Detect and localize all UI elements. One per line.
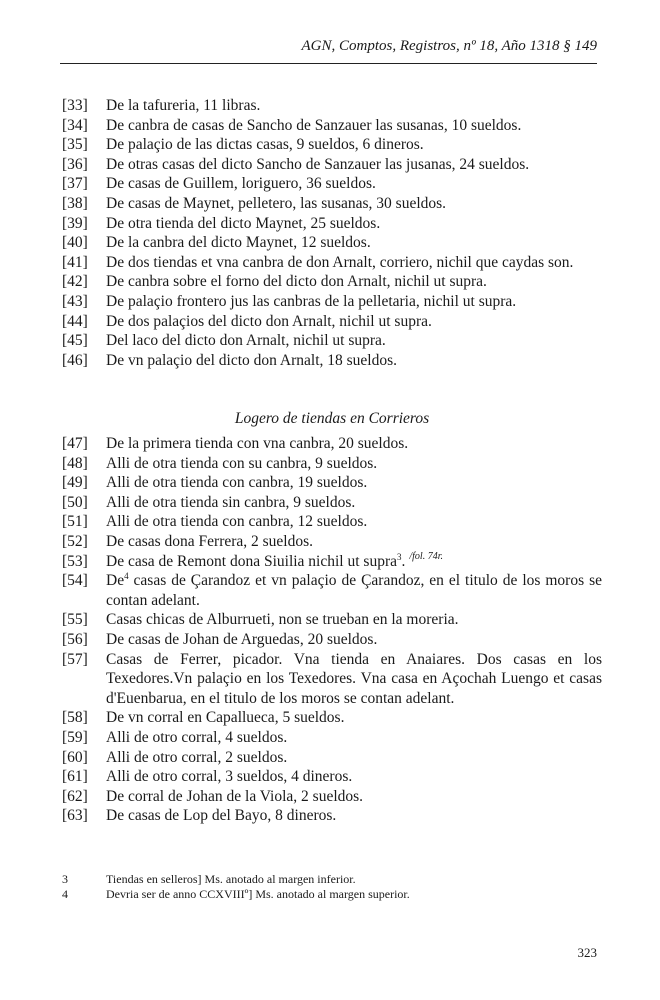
entry-text: Alli de otro corral, 2 sueldos. — [106, 748, 288, 766]
entry — [62, 787, 602, 807]
entry-text: Alli de otra tienda con canbra, 12 sueldos. — [106, 513, 368, 531]
entry — [62, 96, 602, 116]
entry — [62, 135, 602, 155]
header-rule — [60, 63, 597, 64]
entry — [62, 512, 602, 532]
entry — [62, 116, 602, 136]
entry-text: De otra tienda del dicto Maynet, 25 sueldos. — [106, 214, 381, 232]
entry-text: Alli de otra tienda sin canbra, 9 sueldos. — [106, 493, 356, 511]
entry — [62, 630, 602, 650]
entry — [62, 728, 602, 748]
entry-number: [41] — [62, 253, 88, 271]
entry-text-continued: casas de Çarandoz et vn palaçio de Çarandoz, en el titulo de los moros se contan adelant. — [106, 572, 602, 609]
entry-number: [38] — [62, 194, 88, 212]
entry-text: De corral de Johan de la Viola, 2 sueldos. — [106, 787, 364, 805]
entry-number: [53] — [62, 552, 88, 570]
footnotes — [62, 872, 602, 902]
entry-text: Del laco del dicto don Arnalt, nichil ut supra. — [106, 332, 386, 350]
entry-number: [63] — [62, 807, 88, 825]
entry — [62, 571, 602, 610]
entry — [62, 194, 602, 214]
entry-number: [58] — [62, 709, 88, 727]
entry-text: De vn corral en Capallueca, 5 sueldos. — [106, 709, 345, 727]
entry — [62, 708, 602, 728]
entry-number: [44] — [62, 312, 88, 330]
entry — [62, 806, 602, 826]
entry-text: De casa de Remont dona Siuilia nichil ut supra — [106, 552, 397, 570]
entry-text: Alli de otro corral, 4 sueldos. — [106, 728, 288, 746]
entry-text: De palaçio de las dictas casas, 9 sueldos, 6 dineros. — [106, 136, 424, 154]
entry-text: Casas de Ferrer, picador. Vna tienda en Anaiares. Dos casas en los Texedores.Vn palaçio en los Texedores. Vna casa en Açochah Luengo et casas d'Euenbarua, en el titulo de los moros se contan adelant. — [106, 650, 602, 707]
section-title: Logero de tiendas en Corrieros — [234, 410, 430, 427]
entry-number: [33] — [62, 97, 88, 114]
entry-number: [34] — [62, 116, 88, 134]
entry-number: [52] — [62, 532, 88, 550]
entry-text: Casas chicas de Alburrueti, non se trueban en la moreria. — [106, 611, 459, 629]
entry-number: [59] — [62, 728, 88, 746]
footnote-ref: 4 — [124, 571, 129, 581]
entry — [62, 552, 602, 572]
footnote-number: 3 — [62, 872, 68, 886]
entry-text: De dos tiendas et vna canbra de don Arnalt, corriero, nichil que caydas son. — [106, 253, 574, 271]
entry-number: [48] — [62, 454, 88, 472]
entry-text: De — [106, 572, 125, 590]
entry — [62, 473, 602, 493]
page-number: 323 — [577, 945, 597, 960]
entry-text: De casas de Maynet, pelletero, las susanas, 30 sueldos. — [106, 194, 447, 212]
entry — [62, 312, 602, 332]
footnote — [62, 887, 602, 902]
entry-number: [36] — [62, 155, 88, 173]
entry — [62, 493, 602, 513]
footnote — [62, 872, 602, 887]
entry-text: Alli de otra tienda con canbra, 19 sueldos. — [106, 474, 368, 492]
entry-text: De la tafureria, 11 libras. — [106, 97, 261, 114]
entry-text-continued: . — [401, 552, 406, 570]
entry-number: [42] — [62, 273, 88, 291]
entry-number: [43] — [62, 292, 88, 310]
entry-text: De canbra sobre el forno del dicto don Arnalt, nichil ut supra. — [106, 273, 487, 291]
entry-number: [61] — [62, 768, 88, 786]
entry-number: [47] — [62, 435, 88, 452]
entry-text: De casas de Guillem, loriguero, 36 sueldos. — [106, 175, 376, 193]
entry-text: De casas dona Ferrera, 2 sueldos. — [106, 532, 314, 550]
entry — [62, 351, 602, 371]
entry — [62, 650, 602, 709]
entry — [62, 174, 602, 194]
entry-text: De casas de Lop del Bayo, 8 dineros. — [106, 807, 337, 825]
entry-number: [49] — [62, 474, 88, 492]
entry-number: [35] — [62, 136, 88, 154]
entry-number: [40] — [62, 234, 88, 252]
entry — [62, 272, 602, 292]
entry — [62, 454, 602, 474]
entry-number: [51] — [62, 513, 88, 531]
entry-list-second — [62, 434, 602, 826]
entry-text: Alli de otra tienda con su canbra, 9 sueldos. — [106, 454, 378, 472]
entry — [62, 253, 602, 273]
entry — [62, 233, 602, 253]
entry — [62, 331, 602, 351]
entry — [62, 292, 602, 312]
folio-marker: /fol. 74r. — [409, 551, 443, 563]
entry-text: De la canbra del dicto Maynet, 12 sueldos. — [106, 234, 371, 252]
entry-list-first — [62, 96, 602, 370]
entry-text: De canbra de casas de Sancho de Sanzauer las susanas, 10 sueldos. — [106, 116, 522, 134]
entry-number: [45] — [62, 332, 88, 350]
entry — [62, 610, 602, 630]
entry-number: [50] — [62, 493, 88, 511]
entry — [62, 155, 602, 175]
entry — [62, 214, 602, 234]
footnote-ref: 3 — [397, 551, 402, 562]
entry — [62, 748, 602, 768]
entry-text: Alli de otro corral, 3 sueldos, 4 dineros. — [106, 768, 353, 786]
entry-number: [60] — [62, 748, 88, 766]
footnote-text: Tiendas en selleros] Ms. anotado al margen inferior. — [106, 872, 356, 886]
entry — [62, 767, 602, 787]
entry-text: De casas de Johan de Arguedas, 20 sueldos. — [106, 630, 378, 648]
footnote-text: Devria ser de anno CCXVIIIº] Ms. anotado al margen superior. — [106, 887, 410, 901]
entry-number: [46] — [62, 351, 88, 369]
entry-number: [54] — [62, 572, 88, 590]
entry-number: [37] — [62, 175, 88, 193]
entry-text: De la primera tienda con vna canbra, 20 sueldos. — [106, 435, 409, 452]
footnote-number: 4 — [62, 887, 68, 901]
entry — [62, 532, 602, 552]
entry-text: De vn palaçio del dicto don Arnalt, 18 sueldos. — [106, 351, 397, 369]
entry-number: [57] — [62, 650, 88, 668]
entry — [62, 434, 602, 454]
entry-text: De otras casas del dicto Sancho de Sanzauer las jusanas, 24 sueldos. — [106, 155, 530, 173]
entry-text: De palaçio frontero jus las canbras de la pelletaria, nichil ut supra. — [106, 292, 517, 310]
entry-number: [56] — [62, 630, 88, 648]
entry-number: [62] — [62, 787, 88, 805]
entry-text: De dos palaçios del dicto don Arnalt, nichil ut supra. — [106, 312, 432, 330]
running-head: AGN, Comptos, Registros, nº 18, Año 1318 § 149 — [301, 38, 597, 54]
entry-number: [55] — [62, 611, 88, 629]
entry-number: [39] — [62, 214, 88, 232]
